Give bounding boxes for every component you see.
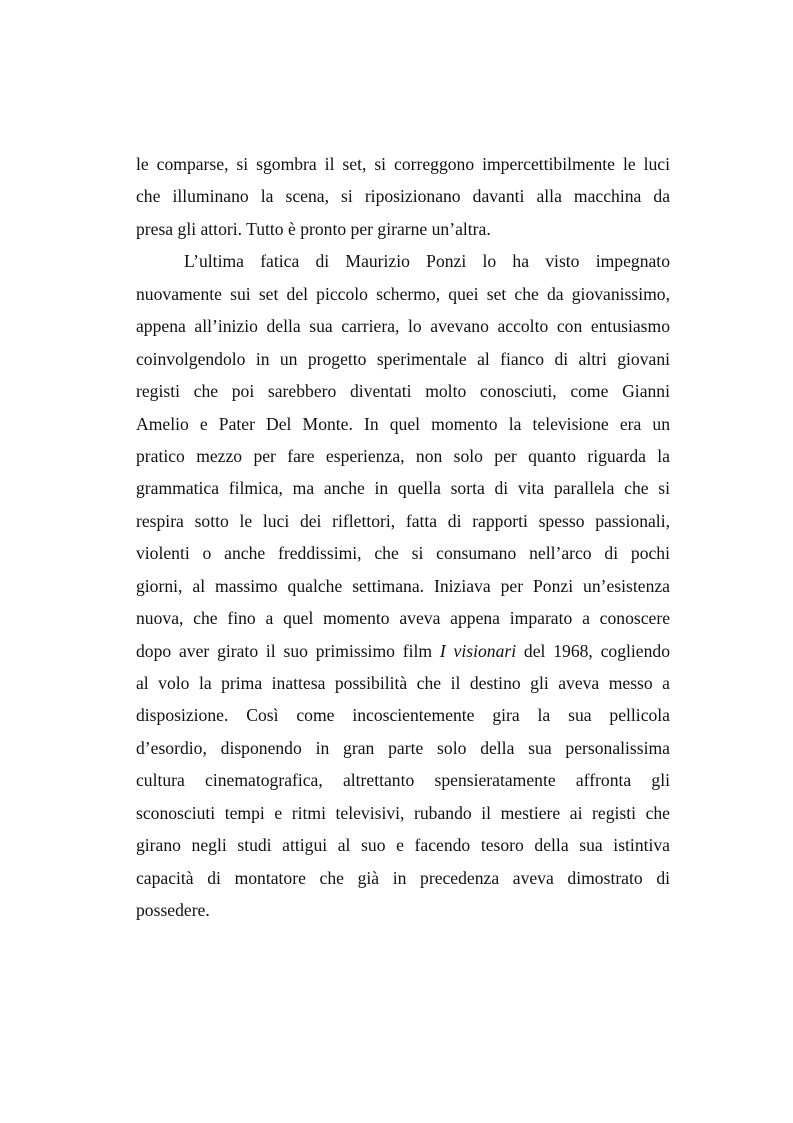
text-line: violenti o anche freddissimi, che si consumano nell’arco di pochi [136, 543, 670, 564]
text-line: registi che poi sarebbero diventati molto conosciuti, come Gianni [136, 381, 670, 402]
text-line: giorni, al massimo qualche settimana. Iniziava per Ponzi un’esistenza [136, 575, 670, 596]
film-line-before: dopo aver girato il suo primissimo film [136, 640, 433, 661]
text-line: nuova, che fino a quel momento aveva appena imparato a conoscere [136, 608, 670, 629]
text-line: coinvolgendolo in un progetto sperimentale al fianco di altri giovani [136, 348, 670, 369]
text-line: disposizione. Così come incoscientemente gira la sua pellicola [136, 705, 670, 726]
text-line: sconosciuti tempi e ritmi televisivi, rubando il mestiere ai registi che [136, 802, 670, 823]
text-line: cultura cinematografica, altrettanto spensieratamente affronta gli [136, 770, 670, 791]
text-line: pratico mezzo per fare esperienza, non solo per quanto riguarda la [136, 445, 670, 466]
text-line: Amelio e Pater Del Monte. In quel momento la televisione era un [136, 413, 670, 434]
film-title: I visionari [439, 640, 517, 661]
text-line: le comparse, si sgombra il set, si correggono impercettibilmente le luci [136, 154, 670, 174]
text-line: appena all’inizio della sua carriera, lo avevano accolto con entusiasmo [136, 316, 670, 337]
text-line: possedere. [136, 900, 210, 921]
text-line-film [136, 635, 670, 667]
paragraph-2 [136, 245, 670, 926]
text-line: nuovamente sui set del piccolo schermo, quei set che da giovanissimo, [136, 283, 670, 304]
text-line: presa gli attori. Tutto è pronto per girarne un’altra. [136, 218, 491, 239]
paragraph-1 [136, 148, 670, 245]
text-line: al volo la prima inattesa possibilità che il destino gli aveva messo a [136, 673, 670, 693]
text-line: respira sotto le luci dei riflettori, fatta di rapporti spesso passionali, [136, 510, 670, 531]
text-line: grammatica filmica, ma anche in quella sorta di vita parallela che si [136, 478, 670, 499]
body-text [136, 148, 670, 927]
film-line-after: del 1968, cogliendo [523, 640, 670, 661]
text-line: capacità di montatore che già in precedenza aveva dimostrato di [136, 867, 670, 888]
text-line: girano negli studi attigui al suo e facendo tesoro della sua istintiva [136, 835, 670, 856]
text-line: L’ultima fatica di Maurizio Ponzi lo ha visto impegnato [184, 251, 670, 272]
text-line: d’esordio, disponendo in gran parte solo della sua personalissima [136, 737, 670, 758]
text-line: che illuminano la scena, si riposizionano davanti alla macchina da [136, 186, 670, 207]
